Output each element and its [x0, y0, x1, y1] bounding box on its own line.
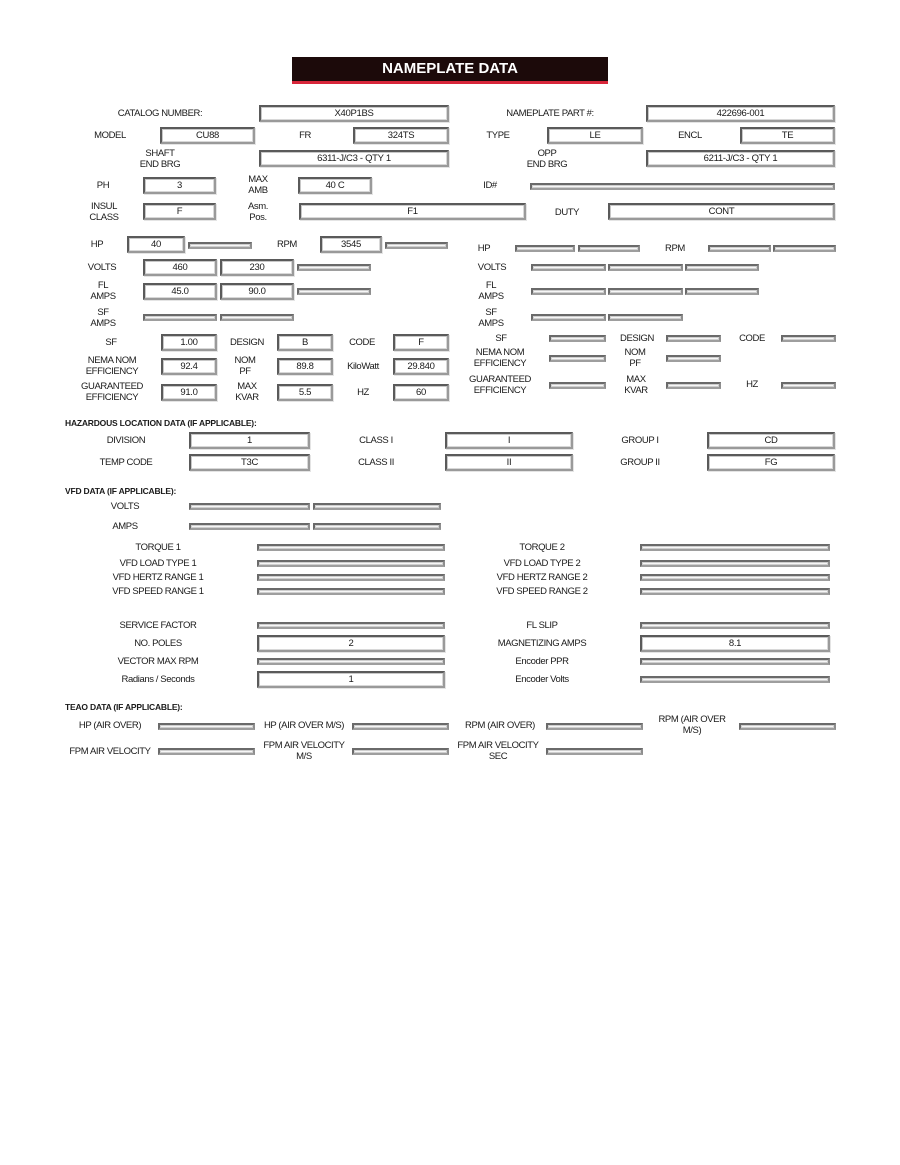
division-label: DIVISION — [106, 435, 146, 446]
radians-seconds-label: Radians / Seconds — [121, 674, 195, 685]
sf-amps-field-1[interactable] — [143, 314, 217, 321]
class-2-field[interactable]: II — [445, 454, 573, 471]
fl-amps-2-field-3[interactable] — [685, 288, 759, 295]
fpm-air-velocity-ms-field[interactable] — [352, 748, 449, 755]
code-2-field[interactable] — [781, 335, 836, 342]
max-amb-label-2: AMB — [248, 185, 268, 196]
class-2-label: CLASS II — [358, 457, 394, 468]
nom-pf-2-field[interactable] — [666, 355, 721, 362]
max-amb-label-1: MAX — [248, 174, 268, 185]
vector-max-rpm-label: VECTOR MAX RPM — [117, 656, 199, 667]
no-poles-label: NO. POLES — [134, 638, 182, 649]
opp-end-brg-label-1: OPP — [537, 148, 557, 159]
nema-nom-eff-field[interactable]: 92.4 — [161, 358, 217, 375]
rpm-air-over-ms-field[interactable] — [739, 723, 836, 730]
design-2-label: DESIGN — [619, 333, 655, 344]
sf-2-label: SF — [495, 333, 507, 344]
encoder-ppr-label: Encoder PPR — [515, 656, 569, 667]
teao-heading: TEAO DATA (IF APPLICABLE): — [65, 702, 183, 712]
guaranteed-eff-label-1: GUARANTEED — [81, 381, 143, 392]
load-type-2-field[interactable] — [640, 560, 830, 567]
fl-amps-field-1[interactable]: 45.0 — [143, 283, 217, 300]
fl-amps-2-field-1[interactable] — [531, 288, 606, 295]
load-type-1-label: VFD LOAD TYPE 1 — [119, 558, 197, 569]
hz-label: HZ — [357, 387, 369, 398]
design-label: DESIGN — [229, 337, 265, 348]
vfd-amps-label: AMPS — [112, 521, 138, 532]
speed-range-2-label: VFD SPEED RANGE 2 — [496, 586, 588, 597]
rpm-air-over-field[interactable] — [546, 723, 643, 730]
vfd-volts-field-1[interactable] — [189, 503, 310, 510]
kilowatt-label: KiloWatt — [347, 361, 379, 372]
sf-field[interactable]: 1.00 — [161, 334, 217, 351]
asm-pos-label-1: Asm. — [247, 201, 269, 212]
max-amb-field[interactable]: 40 C — [298, 177, 372, 194]
hz-2-label: HZ — [746, 379, 758, 390]
hertz-range-1-label: VFD HERTZ RANGE 1 — [112, 572, 204, 583]
guaranteed-eff-2-label-2: EFFICIENCY — [473, 385, 527, 396]
magnetizing-amps-label: MAGNETIZING AMPS — [497, 638, 587, 649]
fpm-air-velocity-label: FPM AIR VELOCITY — [69, 746, 151, 757]
max-kvar-label-2: KVAR — [235, 392, 259, 403]
hp-2-label: HP — [477, 243, 491, 254]
radians-seconds-field[interactable]: 1 — [257, 671, 445, 688]
design-2-field[interactable] — [666, 335, 721, 342]
fl-slip-label: FL SLIP — [526, 620, 558, 631]
nom-pf-label-2: PF — [239, 366, 251, 377]
volts-2-field-3[interactable] — [685, 264, 759, 271]
hz-2-field[interactable] — [781, 382, 836, 389]
sf-amps-label-2: AMPS — [90, 318, 116, 329]
opp-end-brg-field[interactable]: 6211-J/C3 - QTY 1 — [646, 150, 835, 167]
hp-2-field-2[interactable] — [578, 245, 640, 252]
sf-amps-2-label-1: SF — [485, 307, 497, 318]
hp-field-1[interactable]: 40 — [127, 236, 185, 253]
service-factor-field[interactable] — [257, 622, 445, 629]
vfd-heading: VFD DATA (IF APPLICABLE): — [65, 486, 177, 496]
sf-label: SF — [105, 337, 117, 348]
hp-field-2[interactable] — [188, 242, 252, 249]
id-label: ID# — [483, 180, 497, 191]
max-kvar-2-label-2: KVAR — [624, 385, 648, 396]
fpm-air-velocity-sec-label-1: FPM AIR VELOCITY — [457, 740, 539, 751]
nom-pf-field[interactable]: 89.8 — [277, 358, 333, 375]
volts-2-field-2[interactable] — [608, 264, 683, 271]
encoder-volts-label: Encoder Volts — [515, 674, 569, 685]
group-1-label: GROUP I — [621, 435, 659, 446]
rpm-2-field-1[interactable] — [708, 245, 771, 252]
duty-field[interactable]: CONT — [608, 203, 835, 220]
shaft-end-brg-label-1: SHAFT — [145, 148, 175, 159]
code-field[interactable]: F — [393, 334, 449, 351]
catalog-number-field[interactable]: X40P1BS — [259, 105, 449, 122]
group-2-field[interactable]: FG — [707, 454, 835, 471]
fl-amps-2-field-2[interactable] — [608, 288, 683, 295]
hp-air-over-ms-label: HP (AIR OVER M/S) — [263, 720, 345, 731]
sf-amps-2-field-1[interactable] — [531, 314, 606, 321]
shaft-end-brg-field[interactable]: 6311-J/C3 - QTY 1 — [259, 150, 449, 167]
fr-label: FR — [299, 130, 311, 141]
division-field[interactable]: 1 — [189, 432, 310, 449]
fpm-air-velocity-sec-field[interactable] — [546, 748, 643, 755]
page-title: NAMEPLATE DATA — [292, 57, 608, 84]
design-field[interactable]: B — [277, 334, 333, 351]
rpm-2-label: RPM — [665, 243, 685, 254]
hertz-range-2-field[interactable] — [640, 574, 830, 581]
type-field[interactable]: LE — [547, 127, 643, 144]
nema-nom-eff-2-label-1: NEMA NOM — [475, 347, 525, 358]
fl-amps-field-2[interactable]: 90.0 — [220, 283, 294, 300]
vfd-volts-label: VOLTS — [110, 501, 140, 512]
volts-field-2[interactable]: 230 — [220, 259, 294, 276]
fl-amps-label-1: FL — [97, 280, 109, 291]
ph-label: PH — [96, 180, 110, 191]
fl-amps-field-3[interactable] — [297, 288, 371, 295]
duty-label: DUTY — [554, 207, 580, 218]
fpm-air-velocity-sec-label-2: SEC — [488, 751, 508, 762]
class-1-field[interactable]: I — [445, 432, 573, 449]
rpm-air-over-ms-label-1: RPM (AIR OVER — [658, 714, 726, 725]
code-2-label: CODE — [739, 333, 765, 344]
fpm-air-velocity-ms-label-2: M/S — [296, 751, 312, 762]
max-kvar-2-field[interactable] — [666, 382, 721, 389]
nema-nom-eff-2-label-2: EFFICIENCY — [473, 358, 527, 369]
vector-max-rpm-field[interactable] — [257, 658, 445, 665]
volts-label: VOLTS — [87, 262, 117, 273]
fl-amps-2-label-2: AMPS — [478, 291, 504, 302]
nom-pf-label-1: NOM — [234, 355, 256, 366]
max-kvar-2-label-1: MAX — [626, 374, 646, 385]
volts-2-label: VOLTS — [477, 262, 507, 273]
service-factor-label: SERVICE FACTOR — [119, 620, 197, 631]
insul-class-field[interactable]: F — [143, 203, 216, 220]
volts-field-1[interactable]: 460 — [143, 259, 217, 276]
kilowatt-field[interactable]: 29.840 — [393, 358, 449, 375]
volts-field-3[interactable] — [297, 264, 371, 271]
fpm-air-velocity-ms-label-1: FPM AIR VELOCITY — [263, 740, 345, 751]
asm-pos-label-2: Pos. — [249, 212, 267, 223]
load-type-1-field[interactable] — [257, 560, 445, 567]
hz-field[interactable]: 60 — [393, 384, 449, 401]
id-field[interactable] — [530, 183, 835, 190]
code-label: CODE — [349, 337, 375, 348]
fl-slip-field[interactable] — [640, 622, 830, 629]
sf-amps-2-field-2[interactable] — [608, 314, 683, 321]
sf-amps-field-2[interactable] — [220, 314, 294, 321]
speed-range-2-field[interactable] — [640, 588, 830, 595]
encoder-ppr-field[interactable] — [640, 658, 830, 665]
torque-1-field[interactable] — [257, 544, 445, 551]
rpm-air-over-label: RPM (AIR OVER) — [465, 720, 535, 731]
fpm-air-velocity-field[interactable] — [158, 748, 255, 755]
vfd-amps-field-1[interactable] — [189, 523, 310, 530]
catalog-number-label: CATALOG NUMBER: — [117, 108, 203, 119]
load-type-2-label: VFD LOAD TYPE 2 — [503, 558, 581, 569]
hazardous-heading: HAZARDOUS LOCATION DATA (IF APPLICABLE): — [65, 418, 257, 428]
nema-nom-eff-label-2: EFFICIENCY — [85, 366, 139, 377]
hertz-range-1-field[interactable] — [257, 574, 445, 581]
rpm-air-over-ms-label-2: M/S) — [682, 725, 702, 736]
guaranteed-eff-field[interactable]: 91.0 — [161, 384, 217, 401]
model-label: MODEL — [94, 130, 126, 141]
fl-amps-2-label-1: FL — [485, 280, 497, 291]
temp-code-label: TEMP CODE — [99, 457, 153, 468]
temp-code-field[interactable]: T3C — [189, 454, 310, 471]
guaranteed-eff-2-label-1: GUARANTEED — [469, 374, 531, 385]
group-2-label: GROUP II — [620, 457, 660, 468]
speed-range-1-label: VFD SPEED RANGE 1 — [112, 586, 204, 597]
hp-2-field-1[interactable] — [515, 245, 575, 252]
volts-2-field-1[interactable] — [531, 264, 606, 271]
magnetizing-amps-field[interactable]: 8.1 — [640, 635, 830, 652]
hertz-range-2-label: VFD HERTZ RANGE 2 — [496, 572, 588, 583]
sf-2-field[interactable] — [549, 335, 606, 342]
nameplate-part-field[interactable]: 422696-001 — [646, 105, 835, 122]
rpm-label: RPM — [277, 239, 297, 250]
nom-pf-2-label-1: NOM — [624, 347, 646, 358]
type-label: TYPE — [486, 130, 510, 141]
hp-label: HP — [90, 239, 104, 250]
opp-end-brg-label-2: END BRG — [526, 159, 568, 170]
rpm-field-2[interactable] — [385, 242, 448, 249]
encl-field[interactable]: TE — [740, 127, 835, 144]
ph-field[interactable]: 3 — [143, 177, 216, 194]
class-1-label: CLASS I — [359, 435, 393, 446]
rpm-field-1[interactable]: 3545 — [320, 236, 382, 253]
hp-air-over-field[interactable] — [158, 723, 255, 730]
hp-air-over-label: HP (AIR OVER) — [78, 720, 142, 731]
no-poles-field[interactable]: 2 — [257, 635, 445, 652]
fl-amps-label-2: AMPS — [90, 291, 116, 302]
rpm-2-field-2[interactable] — [773, 245, 836, 252]
insul-class-label-2: CLASS — [89, 212, 119, 223]
sf-amps-label-1: SF — [97, 307, 109, 318]
max-kvar-field[interactable]: 5.5 — [277, 384, 333, 401]
torque-2-field[interactable] — [640, 544, 830, 551]
sf-amps-2-label-2: AMPS — [478, 318, 504, 329]
guaranteed-eff-label-2: EFFICIENCY — [85, 392, 139, 403]
nema-nom-eff-label-1: NEMA NOM — [87, 355, 137, 366]
vfd-volts-field-2[interactable] — [313, 503, 441, 510]
vfd-amps-field-2[interactable] — [313, 523, 441, 530]
model-field[interactable]: CU88 — [160, 127, 255, 144]
speed-range-1-field[interactable] — [257, 588, 445, 595]
torque-2-label: TORQUE 2 — [519, 542, 565, 553]
encoder-volts-field[interactable] — [640, 676, 830, 683]
torque-1-label: TORQUE 1 — [135, 542, 181, 553]
encl-label: ENCL — [678, 130, 702, 141]
shaft-end-brg-label-2: END BRG — [139, 159, 181, 170]
fr-field[interactable]: 324TS — [353, 127, 449, 144]
insul-class-label-1: INSUL — [91, 201, 117, 212]
nema-nom-eff-2-field[interactable] — [549, 355, 606, 362]
guaranteed-eff-2-field[interactable] — [549, 382, 606, 389]
nom-pf-2-label-2: PF — [629, 358, 641, 369]
max-kvar-label-1: MAX — [237, 381, 257, 392]
group-1-field[interactable]: CD — [707, 432, 835, 449]
nameplate-part-label: NAMEPLATE PART #: — [506, 108, 594, 119]
hp-air-over-ms-field[interactable] — [352, 723, 449, 730]
asm-pos-field[interactable]: F1 — [299, 203, 526, 220]
